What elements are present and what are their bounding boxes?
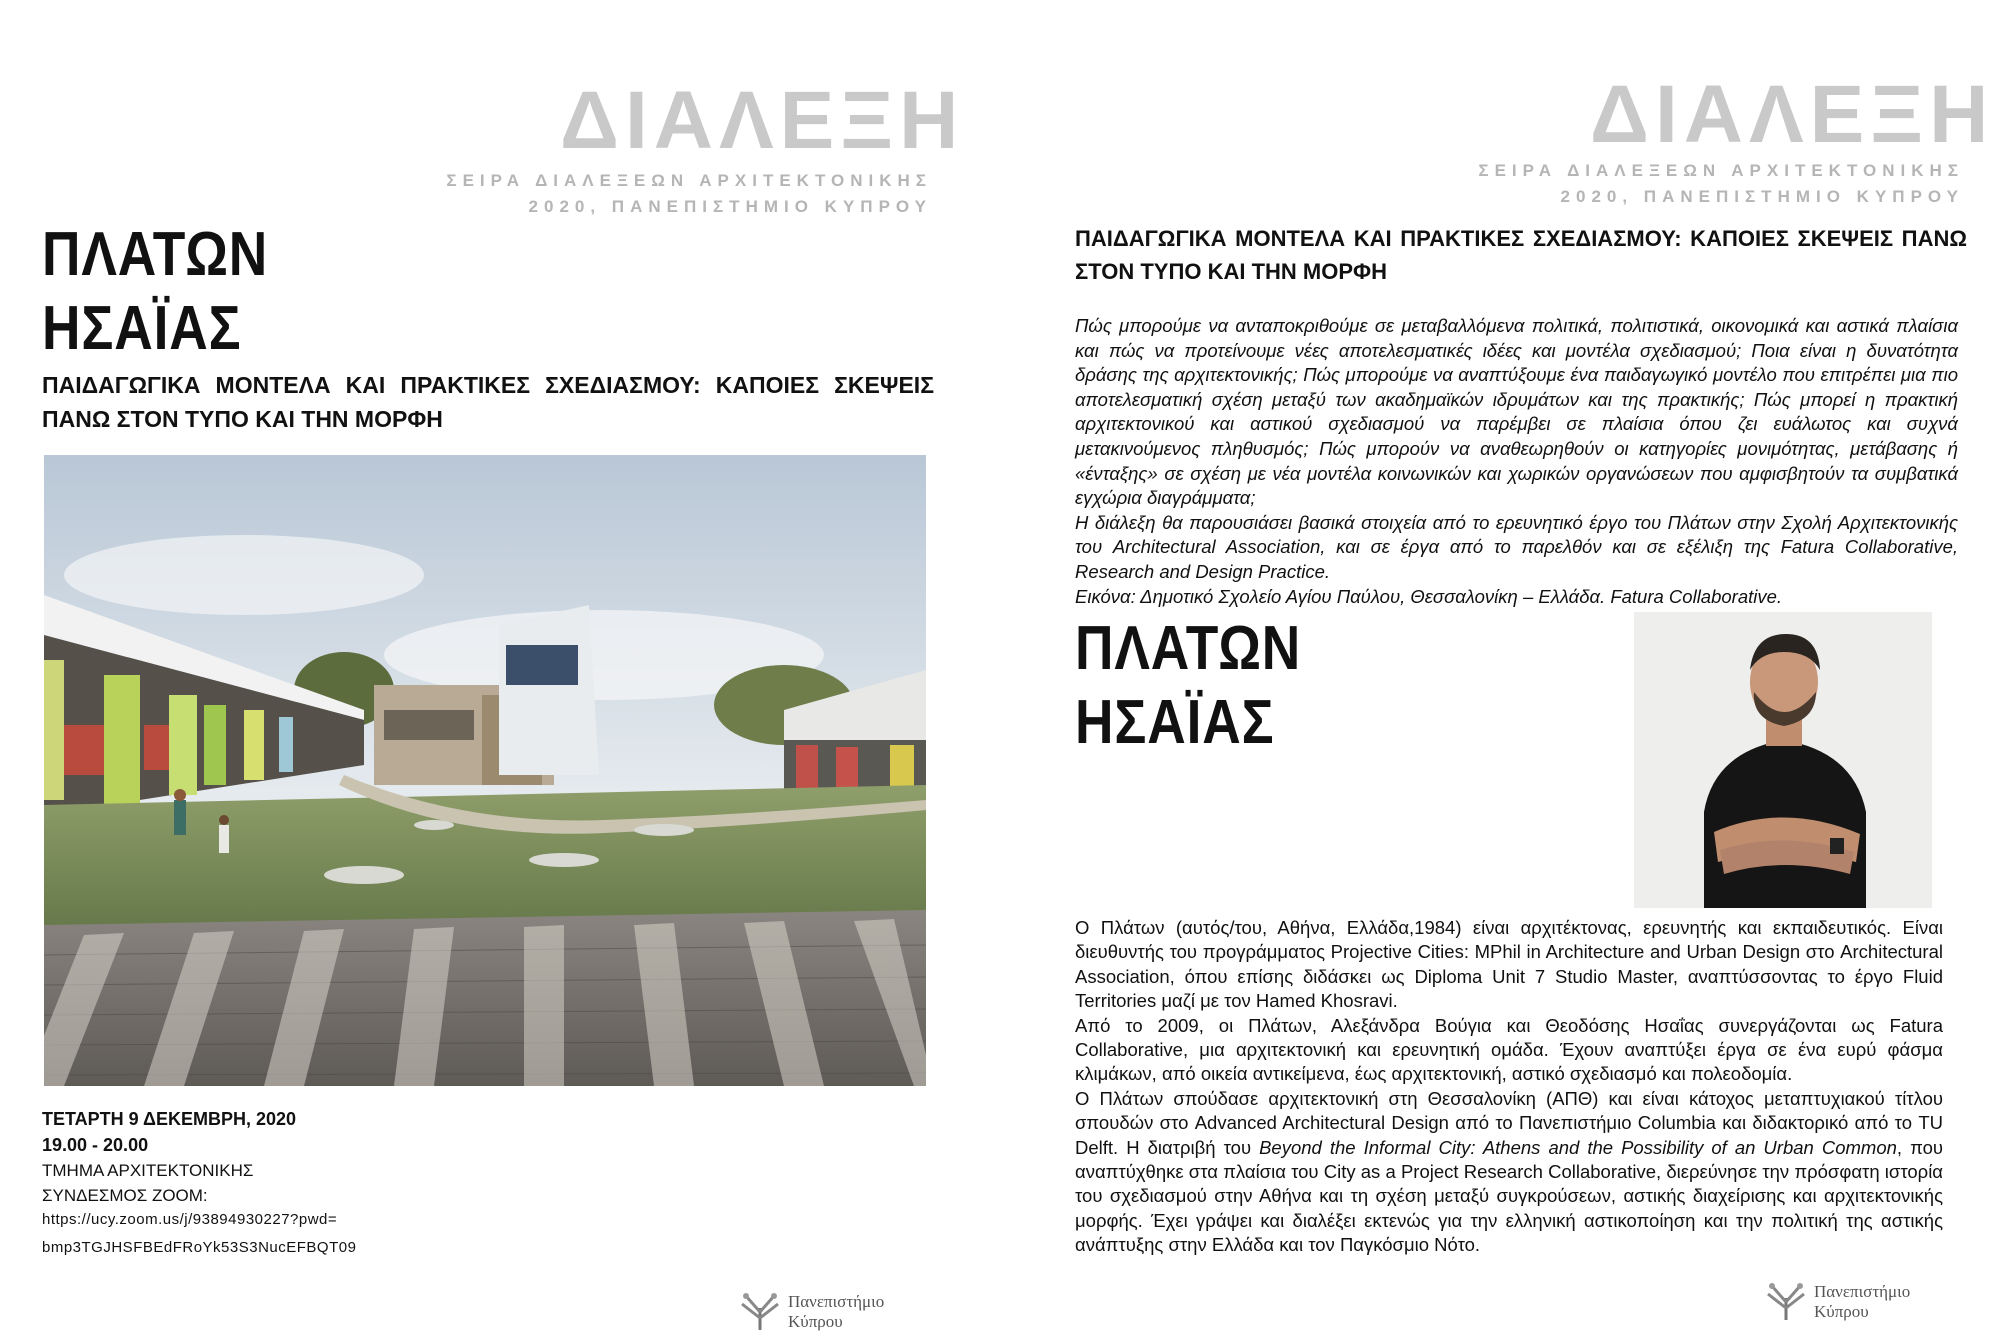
bio-paragraph-2: Από το 2009, οι Πλάτων, Αλεξάνδρα Βούγια και Θεοδόσης Ησαΐας συνεργάζονται ως Fatura Collaborative, μια αρχιτεκτονική και ερευνητική ομάδα. Έχουν αναπτύξει έργα σε ένα ευρύ φάσμα κλιμάκων, από οικεία αντικείμενα, έως αρχιτεκτονική, αστικό σχεδιασμό και πολεοδομία. (1075, 1014, 1943, 1085)
bio-paragraph-3 (1075, 1087, 1943, 1258)
lecture-topic-right: ΠΑΙΔΑΓΩΓΙΚΑ ΜΟΝΤΕΛΑ ΚΑΙ ΠΡΑΚΤΙΚΕΣ ΣΧΕΔΙΑΣΜΟΥ: ΚΑΠΟΙΕΣ ΣΚΕΨΕΙΣ ΠΑΝΩ ΣΤΟΝ ΤΥΠΟ ΚΑΙ ΤΗΝ ΜΟΡΦΗ (1075, 226, 1967, 284)
university-logo (738, 1290, 938, 1334)
abstract-description: Η διάλεξη θα παρουσιάσει βασικά στοιχεία από το ερευνητικό έργο του Πλάτων στην Σχολή Αρχιτεκτονικής του Architectural Association, και σε έργα από το παρελθόν και σε εξέλιξη της Fatura Collaborative, Research and Design Practice. (1075, 511, 1958, 582)
logo-text-right-line-1: Πανεπιστήμιο (1814, 1282, 1911, 1301)
speaker-name-right (1075, 612, 1505, 760)
zoom-url-line-1[interactable]: https://ucy.zoom.us/j/93894930227?pwd= (42, 1211, 338, 1228)
series-line-2: 2020, ΠΑΝΕΠΙΣΤΗΜΙΟ ΚΥΠΡΟΥ (528, 197, 932, 216)
zoom-label: ΣΥΝΔΕΣΜΟΣ ZOOM: (42, 1186, 208, 1205)
series-line-2-right: 2020, ΠΑΝΕΠΙΣΤΗΜΙΟ ΚΥΠΡΟΥ (1560, 187, 1964, 206)
school-rendering-image (44, 455, 926, 1086)
series-subtitle (400, 168, 932, 220)
university-emblem-icon (1764, 1280, 1808, 1324)
department-label: ΤΜΗΜΑ ΑΡΧΙΤΕΚΤΟΝΙΚΗΣ (42, 1161, 254, 1180)
speaker-name-line-2: ΗΣΑΪΑΣ (42, 294, 242, 363)
thesis-title: Beyond the Informal City: Athens and the Possibility of an Urban Common (1259, 1136, 1897, 1158)
speaker-portrait-image (1634, 612, 1932, 908)
speaker-name-right-line-2: ΗΣΑΪΑΣ (1075, 688, 1275, 757)
series-line-1: ΣΕΙΡΑ ΔΙΑΛΕΞΕΩΝ ΑΡΧΙΤΕΚΤΟΝΙΚΗΣ (446, 171, 932, 190)
logo-text-line-1: Πανεπιστήμιο (788, 1292, 885, 1311)
logo-text-line-2: Κύπρου (788, 1312, 843, 1331)
series-subtitle-right (1400, 158, 1964, 210)
university-emblem-icon (738, 1290, 782, 1334)
bio-paragraph-3-start: Ο Πλάτων σπούδασε αρχιτεκτονική στη Θεσσαλονίκη (ΑΠΘ) και είναι κάτοχος μεταπτυχιακού τίτλου σπουδών στο Advanced Architectural Design από το Πανεπιστήμιο Columbia και διδακτορικό από το TU Delft. Η διατριβή του (1075, 1087, 1943, 1158)
abstract-questions: Πώς μπορούμε να ανταποκριθούμε σε μεταβαλλόμενα πολιτικά, πολιτιστικά, οικονομικά και αστικά πλαίσια και πώς να προτείνουμε νέες αποτελεσματικές ιδέες και μοντέλα σχεδιασμού; Ποια είναι η δυνατότητα δράσης της αρχιτεκτονικής; Πώς μπορούμε να αναπτύξουμε ένα παιδαγωγικό μοντέλο που επιτρέπει μια πιο αποτελεσματική σχέση μεταξύ των ακαδημαϊκών ιδρυμάτων και της πρακτικής; Πώς μπορεί η πρακτική αρχιτεκτονικού και αστικού σχεδιασμού να παρέμβει σε πλαίσια όπου ζει ευάλωτος και συχνά μετακινούμενος πληθυσμός; Πώς μπορούν να αναθεωρηθούν οι κατηγορίες μονιμότητας, μετάβασης ή «ένταξης» σε σχέση με νέα μοντέλα κοινωνικών και χωρικών οργανώσεων που αμφισβητούν τα συμβατικά εγχώρια διαγράμματα; (1075, 315, 1958, 509)
image-caption: Εικόνα: Δημοτικό Σχολείο Αγίου Παύλου, Θεσσαλονίκη – Ελλάδα. Fatura Collaborative. (1075, 585, 1783, 607)
speaker-name (42, 218, 472, 366)
speaker-biography (1075, 916, 1943, 1258)
lecture-abstract (1075, 314, 1958, 609)
series-line-1-right: ΣΕΙΡΑ ΔΙΑΛΕΞΕΩΝ ΑΡΧΙΤΕΚΤΟΝΙΚΗΣ (1478, 161, 1964, 180)
bio-paragraph-3-end: , που αναπτύχθηκε στα πλαίσια του City as a Project Research Collaborative, διερεύνησε την πρόσφατη ιστορία του σχεδιασμού στην Αθήνα και τη σχέση μεταξύ συγκρούσεων, αστικής διαχείρισης και αρχιτεκτονικής μορφής. Έχει γράψει και διαλέξει εκτενώς για την ελληνική αστικοποίηση και την πολιτική της αστικής ανάπτυξης στην Ελλάδα και τον Παγκόσμιο Νότο. (1075, 1136, 1943, 1256)
university-logo-right (1764, 1280, 1964, 1324)
event-time: 19.00 - 20.00 (42, 1135, 149, 1155)
lecture-topic: ΠΑΙΔΑΓΩΓΙΚΑ ΜΟΝΤΕΛΑ ΚΑΙ ΠΡΑΚΤΙΚΕΣ ΣΧΕΔΙΑΣΜΟΥ: ΚΑΠΟΙΕΣ ΣΚΕΨΕΙΣ ΠΑΝΩ ΣΤΟΝ ΤΥΠΟ ΚΑΙ ΤΗΝ ΜΟΡΦΗ (42, 372, 934, 432)
lecture-heading: ΔΙΑΛΕΞΗ (560, 75, 965, 166)
lecture-heading-right: ΔΙΑΛΕΞΗ (1590, 69, 1995, 160)
zoom-link[interactable] (42, 1206, 742, 1262)
speaker-name-line-1: ΠΛΑΤΩΝ (42, 220, 269, 289)
bio-paragraph-1: Ο Πλάτων (αυτός/του, Αθήνα, Ελλάδα,1984) είναι αρχιτέκτονας, ερευνητής και εκπαιδευτικός. Είναι διευθυντής του προγράμματος Projective Cities: MPhil in Architecture and Urban Design στο Architectural Association, όπου επίσης διδάσκει ως Diploma Unit 7 Studio Master, αναπτύσσοντας το έργο Fluid Territories μαζί με τον Hamed Khosravi. (1075, 917, 1943, 1012)
zoom-url-line-2[interactable]: bmp3TGJHSFBEdFRoYk53S3NucEFBQT09 (42, 1239, 357, 1256)
event-date: ΤΕΤΑΡΤΗ 9 ΔΕΚΕΜΒΡΗ, 2020 (42, 1109, 296, 1129)
logo-text-right-line-2: Κύπρου (1814, 1302, 1869, 1321)
speaker-name-right-line-1: ΠΛΑΤΩΝ (1075, 614, 1302, 683)
